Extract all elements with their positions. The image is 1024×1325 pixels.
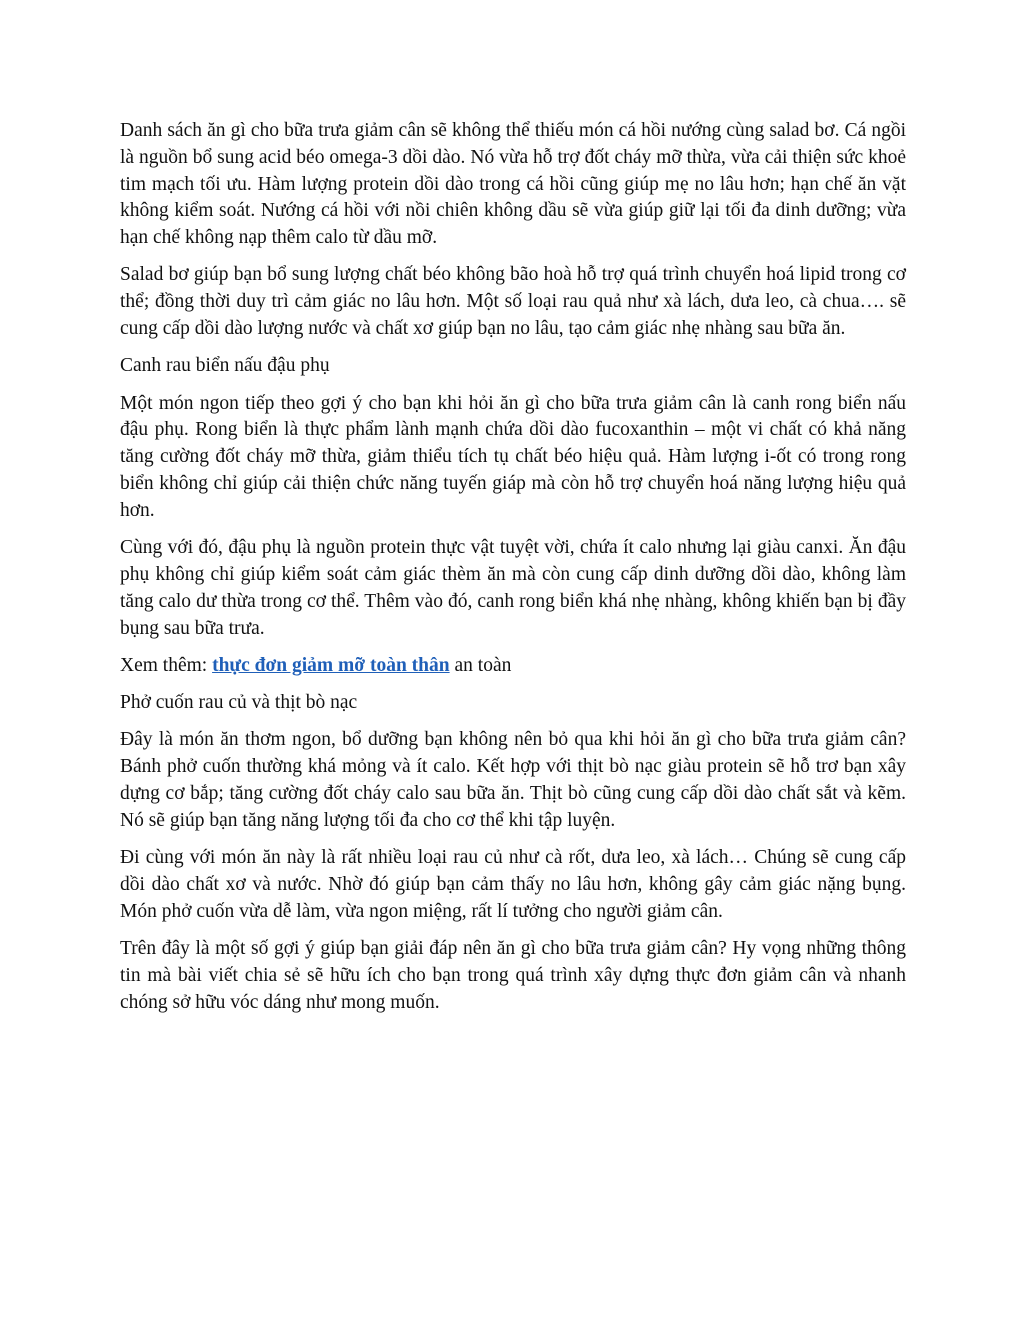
- document-body: [120, 118, 906, 1027]
- see-also-link[interactable]: thực đơn giảm mỡ toàn thân: [212, 654, 450, 676]
- heading-pho-rolls: Phở cuốn rau củ và thịt bò nạc: [120, 692, 358, 714]
- heading-seaweed-soup: Canh rau biển nấu đậu phụ: [120, 355, 330, 377]
- paragraph-salmon-salad: Danh sách ăn gì cho bữa trưa giảm cân sẽ không thể thiếu món cá hồi nướng cùng salad bơ. Cá ngồi là nguồn bổ sung acid béo omega-3 dồi dào. Nó vừa hỗ trợ đốt cháy mỡ thừa, vừa cải thiện sức khoẻ tim mạch tối ưu. Hàm lượng protein dồi dào trong cá hồi cũng giúp mẹ no lâu hơn; hạn chế ăn vặt không kiểm soát. Nướng cá hồi với nồi chiên không dầu sẽ vừa giúp giữ lại tối đa dinh dưỡng; vừa hạn chế không nạp thêm calo từ dầu mỡ.: [120, 120, 906, 249]
- paragraph-pho-rolls: Đây là món ăn thơm ngon, bổ dưỡng bạn không nên bỏ qua khi hỏi ăn gì cho bữa trưa giảm cân? Bánh phở cuốn thường khá mỏng và ít calo. Kết hợp với thịt bò nạc giàu protein sẽ hỗ trơ bạn xây dựng cơ bắp; tăng cường đốt cháy calo sau bữa ăn. Thịt bò cũng cung cấp dồi dào chất sắt và kẽm. Nó sẽ giúp bạn tăng năng lượng tối đa cho cơ thể khi tập luyện.: [120, 729, 906, 831]
- see-also-suffix: an toàn: [449, 654, 512, 676]
- see-also-prefix: Xem thêm:: [120, 654, 213, 676]
- paragraph-avocado-salad: Salad bơ giúp bạn bổ sung lượng chất béo không bão hoà hỗ trợ quá trình chuyển hoá lipid trong cơ thể; đồng thời duy trì cảm giác no lâu hơn. Một số loại rau quả như xà lách, dưa leo, cà chua…. sẽ cung cấp dồi dào lượng nước và chất xơ giúp bạn no lâu, tạo cảm giác nhẹ nhàng sau bữa ăn.: [120, 264, 906, 340]
- paragraph-vegetables: Đi cùng với món ăn này là rất nhiều loại rau củ như cà rốt, dưa leo, xà lách… Chúng sẽ cung cấp dồi dào chất xơ và nước. Nhờ đó giúp bạn cảm thấy no lâu hơn, không gây cảm giác nặng bụng. Món phở cuốn vừa dễ làm, vừa ngon miệng, rất lí tưởng cho người giảm cân.: [120, 847, 906, 922]
- paragraph-conclusion: Trên đây là một số gợi ý giúp bạn giải đáp nên ăn gì cho bữa trưa giảm cân? Hy vọng những thông tin mà bài viết chia sẻ sẽ hữu ích cho bạn trong quá trình xây dựng thực đơn giảm cân và nhanh chóng sở hữu vóc dáng như mong muốn.: [120, 938, 906, 1013]
- paragraph-tofu: Cùng với đó, đậu phụ là nguồn protein thực vật tuyệt vời, chứa ít calo nhưng lại giàu canxi. Ăn đậu phụ không chỉ giúp kiểm soát cảm giác thèm ăn mà còn cung cấp dinh dưỡng dồi dào, không làm tăng calo dư thừa trong cơ thể. Thêm vào đó, canh rong biển khá nhẹ nhàng, không khiến bạn bị đầy bụng sau bữa trưa.: [120, 537, 906, 639]
- paragraph-seaweed: Một món ngon tiếp theo gợi ý cho bạn khi hỏi ăn gì cho bữa trưa giảm cân là canh rong biển nấu đậu phụ. Rong biển là thực phẩm lành mạnh chứa dồi dào fucoxanthin – một vi chất có khả năng tăng cường đốt cháy mỡ thừa, giảm thiểu tích tụ chất béo hiệu quả. Hàm lượng i-ốt có trong rong biển không chỉ giúp cải thiện chức năng tuyến giáp mà còn hỗ trợ chuyển hoá năng lượng hiệu quả hơn.: [120, 392, 906, 521]
- see-also-line: [120, 653, 906, 680]
